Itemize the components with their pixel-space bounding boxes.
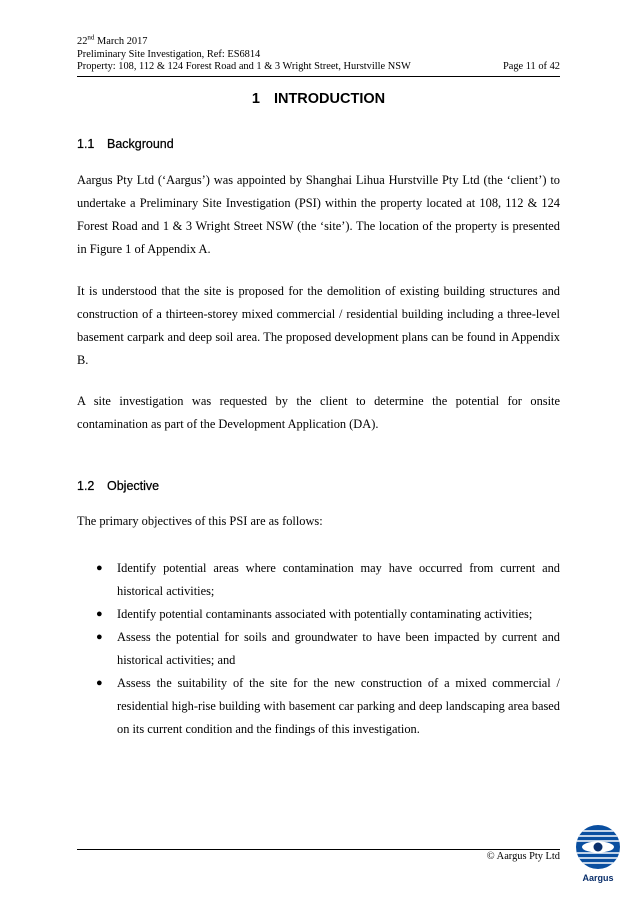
bullet-icon: ● (96, 608, 103, 620)
footer-copyright: © Aargus Pty Ltd (486, 851, 560, 862)
list-item: ● Assess the potential for soils and groundwater to have been impacted by current and historical activities; and (77, 626, 560, 672)
header-divider (77, 76, 560, 77)
subsection-heading-background: 1.1 Background (77, 137, 174, 151)
header-property: Property: 108, 112 & 124 Forest Road and 1 & 3 Wright Street, Hurstville NSW (77, 61, 411, 73)
background-paragraph-3: A site investigation was requested by the client to determine the potential for onsite contamination as part of the Development Application (DA). (77, 394, 560, 431)
bullet-icon: ● (96, 562, 103, 574)
header-date: 22nd March 2017 (77, 33, 148, 47)
list-item: ● Identify potential contaminants associated with potentially contaminating activities; (77, 603, 560, 626)
bullet-icon: ● (96, 677, 103, 689)
objectives-list (77, 557, 560, 741)
list-item: ● Assess the suitability of the site for the new construction of a mixed commercial / residential high-rise building with basement car parking and deep landscaping area based on its current condition and the findings of this investigation. (77, 672, 560, 741)
page-header (77, 33, 560, 74)
logo-wordmark: Aargus (582, 873, 614, 883)
section-heading-introduction: 1 INTRODUCTION (251, 91, 386, 107)
subsection-heading-objective: 1.2 Objective (77, 479, 160, 493)
background-paragraph-1: Aargus Pty Ltd (‘Aargus’) was appointed by Shanghai Lihua Hurstville Pty Ltd (the ‘client’) to undertake a Preliminary Site Investigation (PSI) within the property located at 108, 112 & 124 Forest Road and 1 & 3 Wright Street NSW (the ‘site’). The location of the property is presented in Figure 1 of Appendix A. (77, 173, 560, 256)
objective-intro: The primary objectives of this PSI are as follows: (77, 514, 323, 528)
header-report-ref: Preliminary Site Investigation, Ref: ES6814 (77, 48, 261, 60)
bullet-icon: ● (96, 631, 103, 643)
footer-divider (77, 849, 560, 850)
background-paragraph-2: It is understood that the site is proposed for the demolition of existing building structures and construction of a thirteen-storey mixed commercial / residential building including a three-level basement carpark and deep soil area. The proposed development plans can be found in Appendix B. (77, 284, 560, 367)
list-item: ● Identify potential areas where contamination may have occurred from current and historical activities; (77, 557, 560, 603)
header-page-number: Page 11 of 42 (502, 61, 560, 73)
